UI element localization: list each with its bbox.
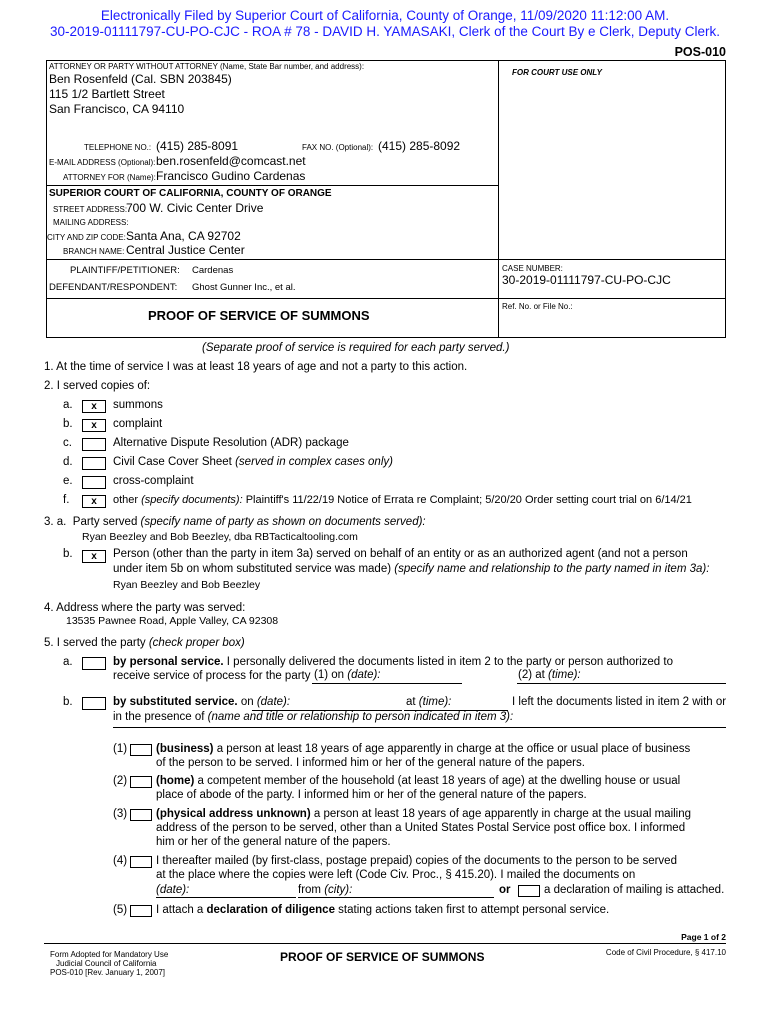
item-5b-time-label: (time):: [418, 696, 452, 708]
rule: [46, 259, 726, 260]
sub-4-or: or: [499, 884, 511, 896]
phone-value: (415) 285-8091: [156, 139, 239, 153]
sub-2-bold: (home): [156, 775, 195, 787]
copy-b-text: complaint: [113, 418, 163, 430]
item-3a-num: 3. a.: [44, 516, 67, 528]
city-label: CITY AND ZIP CODE:: [47, 233, 126, 242]
item-5-text: 5. I served the party: [44, 637, 146, 649]
sub-3-line2: address of the person to be served, other than a United States Postal Service post office box. I informed: [156, 822, 686, 834]
mailed-date-line[interactable]: [156, 897, 296, 898]
sub-5-num: (5): [113, 904, 128, 916]
declaration-mailing-checkbox[interactable]: [518, 885, 540, 897]
item-5a-date-label: (date):: [347, 669, 381, 681]
fax-label: FAX NO. (Optional):: [302, 143, 374, 152]
efile-header-line2: 30-2019-01111797-CU-PO-CJC - ROA # 78 - DAVID H. YAMASAKI, Clerk of the Court By e Clerk, Deputy Clerk.: [50, 24, 720, 39]
item-5a-text: I personally delivered the documents listed in item 2 to the party or person authorized to: [223, 656, 673, 668]
copy-d-text: [113, 456, 393, 468]
home-checkbox[interactable]: [130, 776, 152, 788]
page-number: Page 1 of 2: [681, 932, 726, 942]
copy-f-letter: f.: [63, 494, 70, 506]
copy-f-text: [113, 494, 692, 506]
item-3a-italic: (specify name of party as shown on documents served):: [140, 516, 426, 528]
court-city: Santa Ana, CA 92702: [126, 229, 241, 243]
item-3b-line2b: (specify name and relationship to the party named in item 3a):: [394, 563, 710, 575]
copy-d-letter: d.: [63, 456, 73, 468]
copy-d-italic: (served in complex cases only): [235, 456, 393, 468]
copy-f-italic: (specify documents):: [141, 494, 243, 506]
attorney-for-value: Francisco Gudino Cardenas: [156, 169, 306, 183]
physical-address-checkbox[interactable]: [130, 809, 152, 821]
item-5b-on: on: [240, 696, 254, 708]
item-3a-label: Party served: [72, 516, 138, 528]
copy-a-text: summons: [113, 399, 163, 411]
copy-c-text: Alternative Dispute Resolution (ADR) package: [113, 437, 349, 449]
adopted-line3: POS-010 [Rev. January 1, 2007]: [50, 968, 166, 977]
attorney-for-label: ATTORNEY FOR (Name):: [63, 173, 156, 182]
mailed-city-line[interactable]: [298, 897, 494, 898]
personal-service-label: by personal service.: [113, 656, 224, 668]
sub-3-line3: him or her of the general nature of the papers.: [156, 836, 391, 848]
other-checkbox[interactable]: x: [82, 495, 106, 508]
item-5b-line2-italic: (name and title or relationship to person indicated in item 3):: [207, 711, 514, 723]
caption-divider: [498, 60, 499, 338]
footer-code: Code of Civil Procedure, § 417.10: [605, 948, 726, 957]
sub-2-line2: place of abode of the party. I informed him or her of the general nature of the papers.: [156, 789, 587, 801]
sub-4-line2: at the place where the copies were left (Code Civ. Proc., § 415.20). I mailed the documents on: [156, 869, 636, 881]
sub-4-from-text: from: [298, 884, 321, 896]
sub-4-date-label: (date):: [156, 884, 190, 896]
copy-f-label: other: [113, 494, 139, 506]
copy-a-letter: a.: [63, 399, 73, 411]
personal-service-checkbox[interactable]: [82, 657, 106, 670]
item-3b-letter: b.: [63, 548, 73, 560]
mailing-label: MAILING ADDRESS:: [53, 218, 129, 227]
footer-title: PROOF OF SERVICE OF SUMMONS: [280, 950, 485, 964]
mailed-checkbox[interactable]: [130, 856, 152, 868]
cross-complaint-checkbox[interactable]: [82, 476, 106, 489]
copy-e-text: cross-complaint: [113, 475, 194, 487]
item-5-italic: (check proper box): [148, 637, 245, 649]
item-5a-time-label: (time):: [548, 669, 581, 681]
item-1: 1. At the time of service I was at least 18 years of age and not a party to this action.: [44, 361, 468, 373]
item-3a: [44, 516, 426, 528]
email-value: ben.rosenfeld@comcast.net: [156, 154, 306, 168]
item-3b-line1: Person (other than the party in item 3a) served on behalf of an entity or as an authorized agent (and not a person: [113, 548, 688, 560]
court-branch: Central Justice Center: [126, 243, 245, 257]
rule: [46, 185, 499, 186]
adr-checkbox[interactable]: [82, 438, 106, 451]
substituted-service-checkbox[interactable]: [82, 697, 106, 710]
sub-3-line1: [156, 808, 691, 820]
adopted-line1: Form Adopted for Mandatory Use: [50, 950, 169, 959]
item-5b-time: [406, 696, 451, 708]
email-label: E-MAIL ADDRESS (Optional):: [49, 158, 156, 167]
rule: [46, 298, 499, 299]
sub-3-text: a person at least 18 years of age apparently in charge at the usual mailing: [310, 808, 692, 820]
item-2-label: 2. I served copies of:: [44, 380, 151, 392]
defendant-label: DEFENDANT/RESPONDENT:: [49, 282, 178, 293]
sub-2-line1: [156, 775, 680, 787]
defendant-value: Ghost Gunner Inc., et al.: [192, 282, 296, 293]
sub-5-bold: declaration of diligence: [206, 904, 335, 916]
item-5a-line2: receive service of process for the party: [113, 670, 311, 682]
item-5b-letter: b.: [63, 696, 73, 708]
summons-checkbox[interactable]: x: [82, 400, 106, 413]
sub-4-city-label: (city):: [324, 884, 353, 896]
sub-1-num: (1): [113, 743, 128, 755]
sub-1-line2: of the person to be served. I informed him or her of the general nature of the papers.: [156, 757, 585, 769]
copy-e-letter: e.: [63, 475, 73, 487]
sub-1-text: a person at least 18 years of age apparently in charge at the office or usual place of business: [213, 743, 691, 755]
sub-4-declaration: a declaration of mailing is attached.: [544, 884, 725, 896]
copy-b-letter: b.: [63, 418, 73, 430]
item-5a-on: (1) on: [314, 669, 345, 681]
rule: [498, 298, 726, 299]
item-5a-date: [314, 669, 381, 681]
branch-label: BRANCH NAME:: [63, 247, 125, 256]
attorney-city: San Francisco, CA 94110: [49, 102, 185, 116]
item-4-label: 4. Address where the party was served:: [44, 602, 246, 614]
complaint-checkbox[interactable]: x: [82, 419, 106, 432]
adopted-line2: Judicial Council of California: [56, 959, 157, 968]
diligence-checkbox[interactable]: [130, 905, 152, 917]
court-title: SUPERIOR COURT OF CALIFORNIA, COUNTY OF ORANGE: [49, 188, 332, 199]
sub-4-from: [298, 884, 352, 896]
item-5a-line1: [113, 656, 673, 668]
item-5a-at: (2) at: [518, 669, 545, 681]
item-5-label: [44, 637, 245, 649]
item-5a-letter: a.: [63, 656, 73, 668]
sub-5-post: stating actions taken first to attempt personal service.: [334, 904, 610, 916]
fax-value: (415) 285-8092: [378, 139, 461, 153]
copy-d-label: Civil Case Cover Sheet: [113, 456, 232, 468]
sub-2-text: a competent member of the household (at least 18 years of age) at the dwelling house or usual: [194, 775, 681, 787]
copy-c-letter: c.: [63, 437, 72, 449]
sub-1-line1: [156, 743, 690, 755]
attorney-label: ATTORNEY OR PARTY WITHOUT ATTORNEY (Name, State Bar number, and address):: [49, 62, 365, 71]
business-checkbox[interactable]: [130, 744, 152, 756]
sub-5-line: [156, 904, 609, 916]
personal-date-line[interactable]: [312, 683, 462, 684]
sub-2-num: (2): [113, 775, 128, 787]
service-address-value: 13535 Pawnee Road, Apple Valley, CA 92308: [66, 615, 279, 627]
phone-label: TELEPHONE NO.:: [84, 143, 152, 152]
subtitle: (Separate proof of service is required for each party served.): [202, 342, 510, 354]
item-3b-line2a: under item 5b on whom substituted service was made): [113, 563, 392, 575]
agent-checkbox[interactable]: x: [82, 550, 106, 563]
footer-rule: [44, 943, 726, 944]
street-label: STREET ADDRESS:: [53, 205, 128, 214]
party-served-value: Ryan Beezley and Bob Beezley, dba RBTacticaltooling.com: [82, 531, 358, 543]
civil-cover-checkbox[interactable]: [82, 457, 106, 470]
court-street: 700 W. Civic Center Drive: [126, 201, 264, 215]
sub-4-line1: I thereafter mailed (by first-class, postage prepaid) copies of the documents to the person to be served: [156, 855, 677, 867]
other-documents-value: Plaintiff's 11/22/19 Notice of Errata re Complaint; 5/20/20 Order setting court trial on 6/14/21: [245, 494, 692, 506]
personal-time-line[interactable]: [517, 683, 726, 684]
item-5b-line2: [113, 711, 513, 723]
item-5b-left: I left the documents listed in item 2 with or: [512, 696, 727, 708]
court-use-label: FOR COURT USE ONLY: [512, 68, 602, 77]
efile-header-line1: Electronically Filed by Superior Court of California, County of Orange, 11/09/2020 11:12:00 AM.: [100, 8, 670, 23]
item-5b-line1: [113, 696, 290, 708]
item-5b-date-label: (date):: [256, 696, 291, 708]
sub-1-bold: (business): [156, 743, 214, 755]
plaintiff-value: Cardenas: [192, 265, 234, 276]
case-number-value: 30-2019-01111797-CU-PO-CJC: [502, 273, 671, 287]
item-5b-line2-text: in the presence of: [113, 711, 205, 723]
sub-3-bold: (physical address unknown): [156, 808, 311, 820]
sub-3-num: (3): [113, 808, 128, 820]
sub-4-num: (4): [113, 855, 128, 867]
agent-name-value: Ryan Beezley and Bob Beezley: [113, 579, 261, 591]
form-title: PROOF OF SERVICE OF SUMMONS: [148, 308, 370, 323]
item-5b-at: at: [406, 696, 416, 708]
substituted-person-line[interactable]: [113, 727, 726, 728]
form-id: POS-010: [674, 45, 726, 59]
item-5a-time: [518, 669, 581, 681]
substituted-service-label: by substituted service.: [113, 696, 238, 708]
plaintiff-label: PLAINTIFF/PETITIONER:: [70, 265, 180, 276]
sub-5-pre: I attach a: [156, 904, 207, 916]
item-3b-line2: [113, 563, 709, 575]
attorney-street: 115 1/2 Bartlett Street: [49, 87, 165, 101]
case-number-label: CASE NUMBER:: [502, 264, 563, 273]
attorney-name: Ben Rosenfeld (Cal. SBN 203845): [49, 72, 232, 86]
ref-label: Ref. No. or File No.:: [502, 302, 573, 311]
